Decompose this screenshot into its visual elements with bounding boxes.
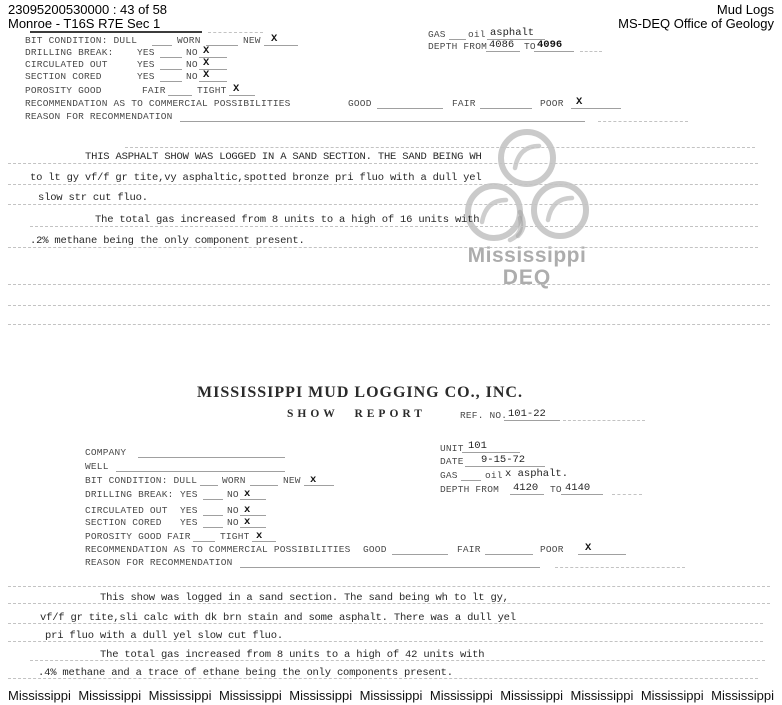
f1-reason-label: REASON FOR RECOMMENDATION — [25, 111, 173, 122]
collection-name: Mud Logs — [716, 2, 774, 17]
f1-drilling-no: NO — [186, 47, 198, 58]
report-text-line: The total gas increased from 8 units to a high of 42 units with — [100, 649, 485, 661]
watermark-text: Mississippi — [500, 688, 564, 703]
blank-line — [580, 51, 602, 52]
f2-gas-label: GAS — [440, 470, 458, 481]
f2-recommendation-fair: FAIR — [457, 544, 481, 555]
ruled-line — [8, 163, 758, 164]
f2-drilling-label: DRILLING BREAK: — [85, 489, 174, 500]
watermark-text: Mississippi — [78, 688, 142, 703]
f2-new-label: NEW — [283, 475, 301, 486]
f2-recommendation-x-mark: X — [585, 542, 592, 554]
f2-recommendation-poor: POOR — [540, 544, 564, 555]
report-text-line: .4% methane and a trace of ethane being the only components present. — [38, 667, 453, 679]
f1-porosity-x-mark: X — [233, 83, 240, 95]
blank-line — [152, 45, 172, 46]
f1-worn-label: WORN — [177, 35, 201, 46]
watermark-mississippi: Mississippi — [467, 244, 587, 267]
f2-oil-value: x asphalt. — [505, 468, 569, 480]
blank-line — [563, 420, 645, 421]
scan-cropped-row-line — [208, 32, 263, 33]
blank-line — [555, 567, 685, 568]
blank-line — [504, 420, 560, 421]
f2-drilling-yes: YES — [180, 489, 198, 500]
f1-circulated-yes: YES — [137, 59, 155, 70]
f2-depth-to-value: 4140 — [565, 482, 591, 494]
blank-line — [485, 554, 533, 555]
f1-oil-label: oil — [468, 29, 486, 40]
blank-line — [534, 51, 574, 52]
f2-cored-no: NO — [227, 517, 239, 528]
f2-recommendation-label: RECOMMENDATION AS TO COMMERCIAL POSSIBILITIES — [85, 544, 351, 555]
report-text-line: to lt gy vf/f gr tite,vy asphaltic,spotted bronze pri fluo with a dull yel — [30, 172, 482, 184]
f1-cored-no: NO — [186, 71, 198, 82]
watermark-text: Mississippi — [359, 688, 423, 703]
scan-cropped-row — [30, 31, 202, 33]
f1-recommendation-label: RECOMMENDATION AS TO COMMERCIAL POSSIBILITIES — [25, 98, 291, 109]
blank-line — [160, 81, 182, 82]
f1-cored-yes: YES — [137, 71, 155, 82]
f2-circulated-x-mark: x — [244, 504, 251, 516]
f2-circulated-label: CIRCULATED OUT — [85, 505, 168, 516]
ruled-line — [8, 305, 770, 306]
f2-oil-label: oil — [485, 470, 503, 481]
blank-line — [304, 485, 334, 486]
f1-recommendation-poor: POOR — [540, 98, 564, 109]
company-title: MISSISSIPPI MUD LOGGING CO., INC. — [197, 384, 523, 401]
watermark-text: Mississippi — [570, 688, 634, 703]
blank-line — [598, 121, 688, 122]
report-text-line: This show was logged in a sand section. The sand being wh to lt gy, — [100, 592, 509, 604]
f1-drilling-yes: YES — [137, 47, 155, 58]
blank-line — [465, 466, 545, 467]
blank-line — [462, 452, 520, 453]
f2-porosity-x-mark: x — [256, 530, 263, 542]
ruled-line — [125, 147, 755, 148]
f2-depth-label: DEPTH FROM — [440, 484, 500, 495]
blank-line — [264, 45, 298, 46]
blank-line — [203, 515, 223, 516]
blank-line — [392, 554, 448, 555]
f2-unit-label: UNIT — [440, 443, 464, 454]
f2-porosity-label: POROSITY GOOD — [85, 531, 162, 542]
f2-depth-from-value: 4120 — [513, 482, 539, 494]
watermark-text: Mississippi — [640, 688, 704, 703]
f1-cored-x-mark: X — [203, 69, 210, 81]
f2-bit-label: BIT CONDITION: DULL — [85, 475, 198, 486]
f1-depth-label: DEPTH FROM — [428, 41, 488, 52]
f1-recommendation-good: GOOD — [348, 98, 372, 109]
blank-line — [240, 567, 540, 568]
blank-line — [203, 499, 223, 500]
mdeq-logo-icon — [452, 126, 602, 246]
blank-line — [561, 494, 603, 495]
f1-new-x-mark: X — [271, 33, 278, 45]
blank-line — [449, 39, 466, 40]
report-text-line: pri fluo with a dull yel slow cut fluo. — [45, 630, 283, 642]
f2-cored-label: SECTION CORED — [85, 517, 162, 528]
report-text-line: vf/f gr tite,sli calc with dk brn stain and some asphalt. There was a dull yel — [40, 612, 516, 624]
f2-porosity-fair: FAIR — [167, 531, 191, 542]
blank-line — [510, 494, 544, 495]
f1-new-label: NEW — [243, 35, 261, 46]
f1-depth-from-value: 4086 — [489, 39, 515, 51]
f2-depth-to-label: TO — [550, 484, 562, 495]
f1-porosity-label: POROSITY GOOD — [25, 85, 102, 96]
watermark-text: Mississippi — [429, 688, 493, 703]
blank-line — [486, 51, 520, 52]
f2-new-x-mark: x — [310, 474, 317, 486]
report-text-line: .2% methane being the only component present. — [30, 235, 305, 247]
blank-line — [116, 471, 285, 472]
watermark-text: Mississippi — [218, 688, 282, 703]
ref-no-label: REF. NO. — [460, 410, 508, 421]
f1-recommendation-x-mark: X — [576, 96, 583, 108]
watermark-text: Mississippi — [148, 688, 212, 703]
f1-drilling-label: DRILLING BREAK: — [25, 47, 114, 58]
f2-unit-value: 101 — [468, 440, 487, 452]
f2-drilling-no: NO — [227, 489, 239, 500]
f1-circulated-label: CIRCULATED OUT — [25, 59, 108, 70]
f2-reason-label: REASON FOR RECOMMENDATION — [85, 557, 233, 568]
blank-line — [480, 108, 532, 109]
blank-line — [160, 57, 182, 58]
f1-drilling-x-mark: X — [203, 45, 210, 57]
f1-depth-to-value: 4096 — [537, 39, 563, 51]
f1-circulated-no: NO — [186, 59, 198, 70]
document-id: 23095200530000 : 43 of 58 — [8, 2, 168, 17]
blank-line — [200, 485, 218, 486]
f2-well-label: WELL — [85, 461, 109, 472]
blank-line — [578, 554, 626, 555]
blank-line — [199, 81, 227, 82]
blank-line — [461, 480, 481, 481]
blank-line — [612, 494, 642, 495]
blank-line — [193, 541, 215, 542]
blank-line — [138, 457, 285, 458]
f2-drilling-x-mark: x — [244, 488, 251, 500]
f2-porosity-tight: TIGHT — [220, 531, 250, 542]
f1-depth-to-label: TO — [524, 41, 536, 52]
ruled-line — [8, 586, 770, 587]
ruled-line — [30, 226, 758, 227]
f2-date-label: DATE — [440, 456, 464, 467]
f2-date-value: 9-15-72 — [481, 454, 526, 466]
f1-recommendation-fair: FAIR — [452, 98, 476, 109]
f2-circulated-yes: YES — [180, 505, 198, 516]
blank-line — [571, 108, 621, 109]
f1-circulated-x-mark: X — [203, 57, 210, 69]
report-text-line: THIS ASPHALT SHOW WAS LOGGED IN A SAND SECTION. THE SAND BEING WH — [85, 151, 482, 163]
watermark-deq: DEQ — [502, 266, 552, 289]
agency-name: MS-DEQ Office of Geology — [618, 16, 774, 31]
blank-line — [168, 95, 192, 96]
report-type-title: SHOW REPORT — [287, 408, 426, 420]
ruled-line — [8, 184, 758, 185]
f1-cored-label: SECTION CORED — [25, 71, 102, 82]
f1-porosity-tight: TIGHT — [197, 85, 227, 96]
f1-gas-label: GAS — [428, 29, 446, 40]
document-location: Monroe - T16S R7E Sec 1 — [8, 16, 161, 31]
report-text-line: slow str cut fluo. — [38, 192, 148, 204]
f2-recommendation-good: GOOD — [363, 544, 387, 555]
f1-oil-value: asphalt — [490, 27, 535, 39]
f1-bit-label: BIT CONDITION: DULL — [25, 35, 138, 46]
watermark-text: Mississippi — [711, 688, 774, 703]
watermark-row — [0, 688, 782, 703]
blank-line — [377, 108, 443, 109]
ref-no-value: 101-22 — [508, 408, 546, 420]
report-text-line: The total gas increased from 8 units to a high of 16 units with — [95, 214, 480, 226]
ruled-line — [8, 247, 758, 248]
watermark-text: Mississippi — [8, 688, 71, 703]
f2-company-label: COMPANY — [85, 447, 127, 458]
blank-line — [203, 527, 223, 528]
f2-cored-x-mark: x — [244, 516, 251, 528]
blank-line — [206, 45, 238, 46]
f2-circulated-no: NO — [227, 505, 239, 516]
ruled-line — [8, 204, 758, 205]
ruled-line — [8, 284, 770, 285]
f2-cored-yes: YES — [180, 517, 198, 528]
watermark-text: Mississippi — [289, 688, 353, 703]
f1-porosity-fair: FAIR — [142, 85, 166, 96]
blank-line — [160, 69, 182, 70]
ruled-line — [8, 324, 770, 325]
f2-worn-label: WORN — [222, 475, 246, 486]
blank-line — [180, 121, 585, 122]
blank-line — [250, 485, 278, 486]
blank-line — [229, 95, 255, 96]
